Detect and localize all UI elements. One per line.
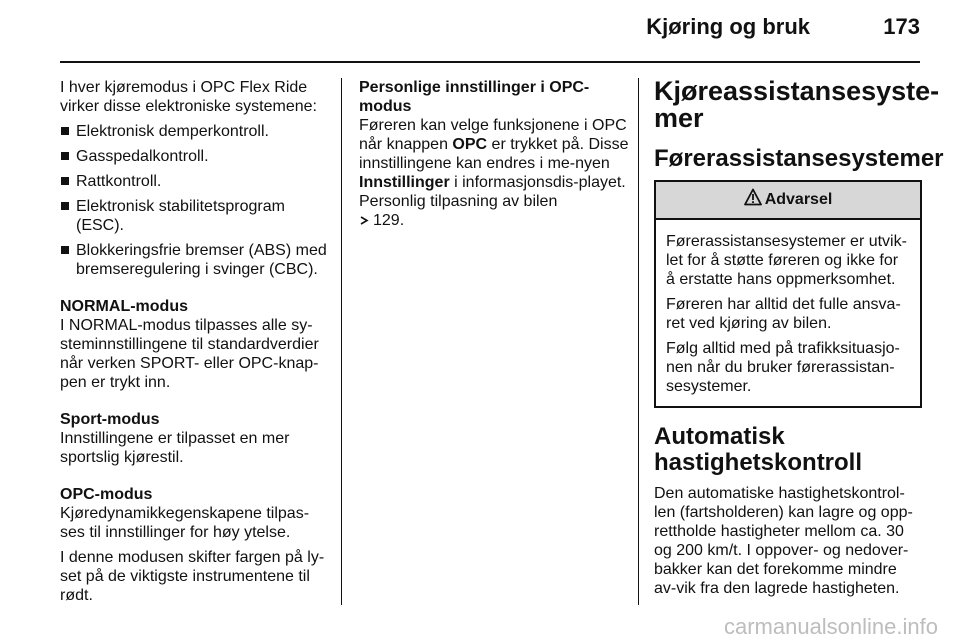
settings-menu-label: Innstillinger xyxy=(359,174,450,191)
list-item xyxy=(60,197,328,235)
list-item xyxy=(60,241,328,279)
cruise-control-heading: Automatisk hastighetskontroll xyxy=(654,423,863,476)
text-segment: er trykket på. Disse innstillingene kan endres i me-nyen xyxy=(359,136,629,172)
list-item-text: Elektronisk demperkontroll. xyxy=(76,123,269,140)
warning-paragraph: Førerassistansesystemer er utvik-let for å støtte føreren og ikke for å erstatte hans oppmerksomhet. xyxy=(666,233,907,288)
list-item-text: Blokkeringsfrie bremser (ABS) med bremseregulering i svinger (CBC). xyxy=(76,242,327,278)
text-segment: Føreren kan velge funksjonene i OPC når knappen xyxy=(359,117,627,153)
page-reference-number: 129. xyxy=(373,212,405,229)
warning-paragraph: Følg alltid med på trafikksituasjo-nen når du bruker førerassistan-sesystemer. xyxy=(666,340,900,395)
list-item xyxy=(60,122,328,141)
column-1 xyxy=(60,78,328,611)
cruise-control-text: Den automatiske hastighetskontrol-len (fartsholderen) kan lagre og opp-rettholde hastigheter mellom ca. 30 og 200 km/t. I oppover- og nedover-bakker kan det forekomme mindre av-vik fra den lagrede hastigheten. xyxy=(654,485,913,597)
watermark: carmanualsonline.info xyxy=(723,614,938,639)
bullet-square-icon xyxy=(61,127,69,135)
sport-mode-heading: Sport-modus xyxy=(60,411,160,428)
page-header-title: Kjøring og bruk xyxy=(646,14,810,39)
subsection-title: Førerassistansesystemer xyxy=(654,145,944,172)
section-title: Kjøreassistansesyste-mer xyxy=(654,76,940,133)
list-item xyxy=(60,172,328,191)
warning-triangle-icon xyxy=(744,188,762,206)
list-item-text: Gasspedalkontroll. xyxy=(76,148,209,165)
bullet-square-icon xyxy=(61,202,69,210)
personal-settings-heading: Personlige innstillinger i OPC-modus xyxy=(359,79,590,115)
warning-body xyxy=(656,220,920,406)
opc-mode-heading: OPC-modus xyxy=(60,486,153,503)
opc-mode-color-text: I denne modusen skifter fargen på ly-set på de viktigste instrumentene til rødt. xyxy=(60,549,325,604)
warning-box xyxy=(654,180,922,408)
sport-mode-text: Innstillingene er tilpasset en mer sportslig kjørestil. xyxy=(60,430,290,466)
column-3 xyxy=(654,76,944,604)
text-segment: i informasjonsdis-playet. Personlig tilpasning av bilen xyxy=(359,174,626,210)
normal-mode-heading: NORMAL-modus xyxy=(60,298,188,315)
warning-title: Advarsel xyxy=(764,191,833,208)
warning-header xyxy=(656,182,920,220)
header-rule xyxy=(60,61,920,63)
list-item xyxy=(60,147,328,166)
column-divider-1 xyxy=(341,78,342,605)
list-item-text: Elektronisk stabilitetsprogram (ESC). xyxy=(76,198,285,234)
page-reference-link[interactable] xyxy=(359,212,404,229)
opc-mode-text: Kjøredynamikkegenskapene tilpas-ses til innstillinger for høy ytelse. xyxy=(60,505,310,541)
column-2 xyxy=(359,78,629,236)
bullet-square-icon xyxy=(61,152,69,160)
warning-paragraph: Føreren har alltid det fulle ansva-ret ved kjøring av bilen. xyxy=(666,296,901,332)
bullet-square-icon xyxy=(61,246,69,254)
personal-settings-text xyxy=(359,116,629,230)
opc-button-label: OPC xyxy=(452,136,488,153)
column-divider-2 xyxy=(638,78,639,605)
page-number: 173 xyxy=(883,14,920,39)
list-item-text: Rattkontroll. xyxy=(76,173,162,190)
system-list xyxy=(60,122,328,279)
normal-mode-text: I NORMAL-modus tilpasses alle sy-steminnstillingene til standardverdier når verken SPORT- eller OPC-knap-pen er trykt inn. xyxy=(60,317,319,391)
page-reference-icon xyxy=(359,215,370,226)
intro-text: I hver kjøremodus i OPC Flex Ride virker disse elektroniske systemene: xyxy=(60,79,317,115)
bullet-square-icon xyxy=(61,177,69,185)
